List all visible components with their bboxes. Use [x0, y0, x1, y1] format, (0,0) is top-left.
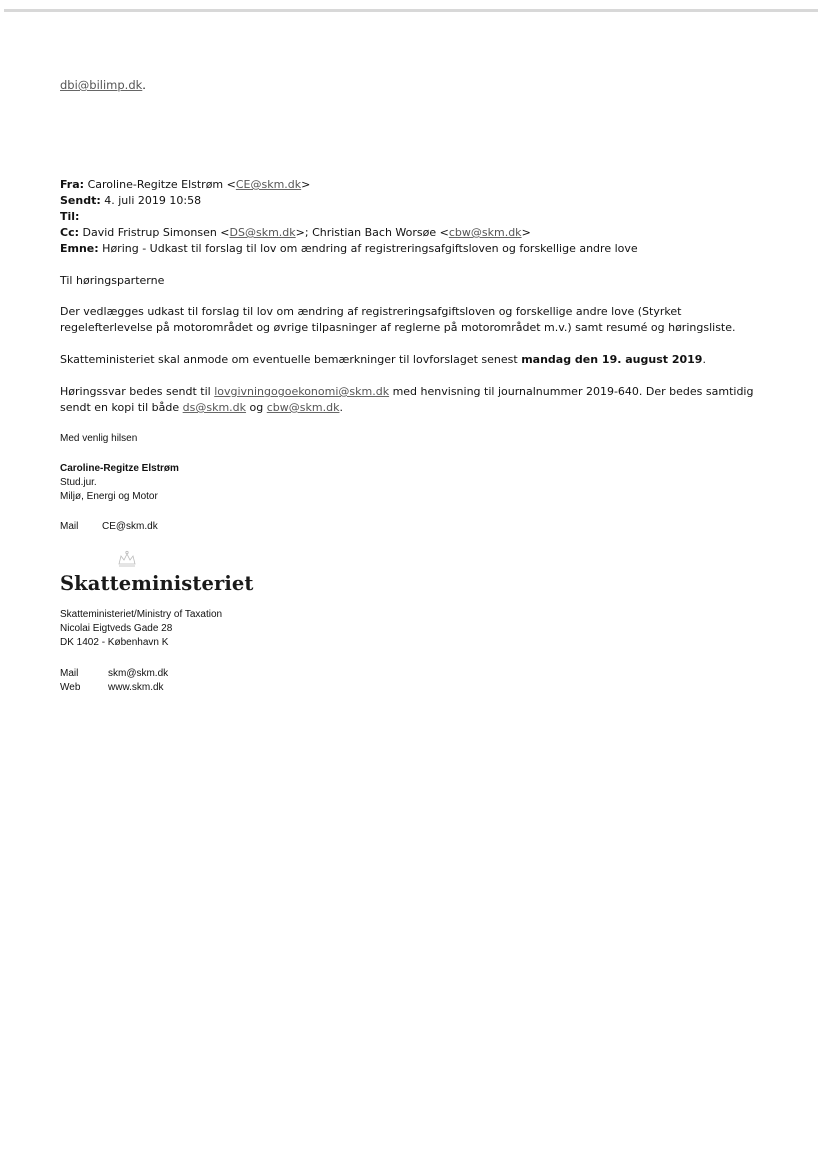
para3-end: .	[339, 401, 343, 414]
subject-label: Emne:	[60, 242, 99, 255]
top-email-line	[60, 78, 146, 92]
from-name: Caroline-Regitze Elstrøm <	[87, 178, 236, 191]
signature-mail-value[interactable]: CE@skm.dk	[102, 521, 158, 532]
subject-value: Høring - Udkast til forslag til lov om ændring af registreringsafgiftsloven og forskellige andre love	[102, 242, 638, 255]
signature-title: Stud.jur.	[60, 477, 97, 488]
signature-department: Miljø, Energi og Motor	[60, 491, 158, 502]
deadline: mandag den 19. august 2019	[521, 353, 703, 366]
cc-label: Cc:	[60, 226, 79, 239]
cc-name1: David Fristrup Simonsen <	[82, 226, 230, 239]
header-subject	[60, 241, 638, 257]
paragraph-3	[60, 384, 770, 416]
organization-logo: Skatteministeriet	[60, 572, 254, 595]
header-cc	[60, 225, 531, 241]
para2-prefix: Skatteministeriet skal anmode om eventuelle bemærkninger til lovforslaget senest	[60, 353, 522, 366]
para3-email2[interactable]: ds@skm.dk	[182, 401, 247, 414]
to-label: Til:	[60, 210, 80, 223]
para3-prefix: Høringssvar bedes sendt til	[60, 385, 215, 398]
header-from	[60, 177, 310, 193]
org-web	[60, 681, 164, 695]
para3-middle: med henvisning til journalnummer 2019-640. Der bedes samtidig sendt en kopi til både	[60, 385, 754, 414]
cc-sep: >; Christian Bach Worsøe <	[295, 226, 449, 239]
org-mail-label: Mail	[60, 668, 79, 679]
cc-email2[interactable]: cbw@skm.dk	[448, 226, 522, 239]
para3-email[interactable]: lovgivningogoekonomi@skm.dk	[214, 385, 390, 398]
org-web-value[interactable]: www.skm.dk	[108, 682, 164, 693]
sent-label: Sendt:	[60, 194, 101, 207]
paragraph-1: Der vedlægges udkast til forslag til lov om ændring af registreringsafgiftsloven og forskellige andre love (Styrket regelefterlevelse på motorområdet og øvrige tilpasninger af reglerne på motorområdet m.v.) samt resumé og høringsliste.	[60, 305, 736, 334]
greeting: Til høringsparterne	[60, 274, 165, 287]
org-line3: DK 1402 - København K	[60, 637, 169, 648]
from-email[interactable]: CE@skm.dk	[235, 178, 302, 191]
from-label: Fra:	[60, 178, 85, 191]
sent-value: 4. juli 2019 10:58	[104, 194, 202, 207]
para3-og: og	[246, 401, 267, 414]
top-email-suffix: .	[142, 78, 146, 92]
crown-icon	[116, 550, 138, 568]
signature-name: Caroline-Regitze Elstrøm	[60, 463, 179, 474]
closing: Med venlig hilsen	[60, 433, 138, 444]
org-web-label: Web	[60, 682, 81, 693]
para3-email3[interactable]: cbw@skm.dk	[266, 401, 340, 414]
top-email-link[interactable]: dbi@bilimp.dk	[60, 78, 143, 92]
org-mail-value[interactable]: skm@skm.dk	[108, 668, 169, 679]
org-mail	[60, 667, 168, 681]
from-close: >	[301, 178, 311, 191]
cc-close: >	[521, 226, 531, 239]
org-line2: Nicolai Eigtveds Gade 28	[60, 623, 173, 634]
org-line1: Skatteministeriet/Ministry of Taxation	[60, 609, 223, 620]
para2-suffix: .	[702, 353, 706, 366]
cc-email1[interactable]: DS@skm.dk	[229, 226, 296, 239]
scan-edge	[4, 9, 818, 12]
paragraph-2	[60, 352, 706, 368]
header-sent	[60, 193, 201, 209]
signature-mail-label: Mail	[60, 521, 79, 532]
signature-mail	[60, 520, 158, 534]
header-to	[60, 209, 79, 225]
